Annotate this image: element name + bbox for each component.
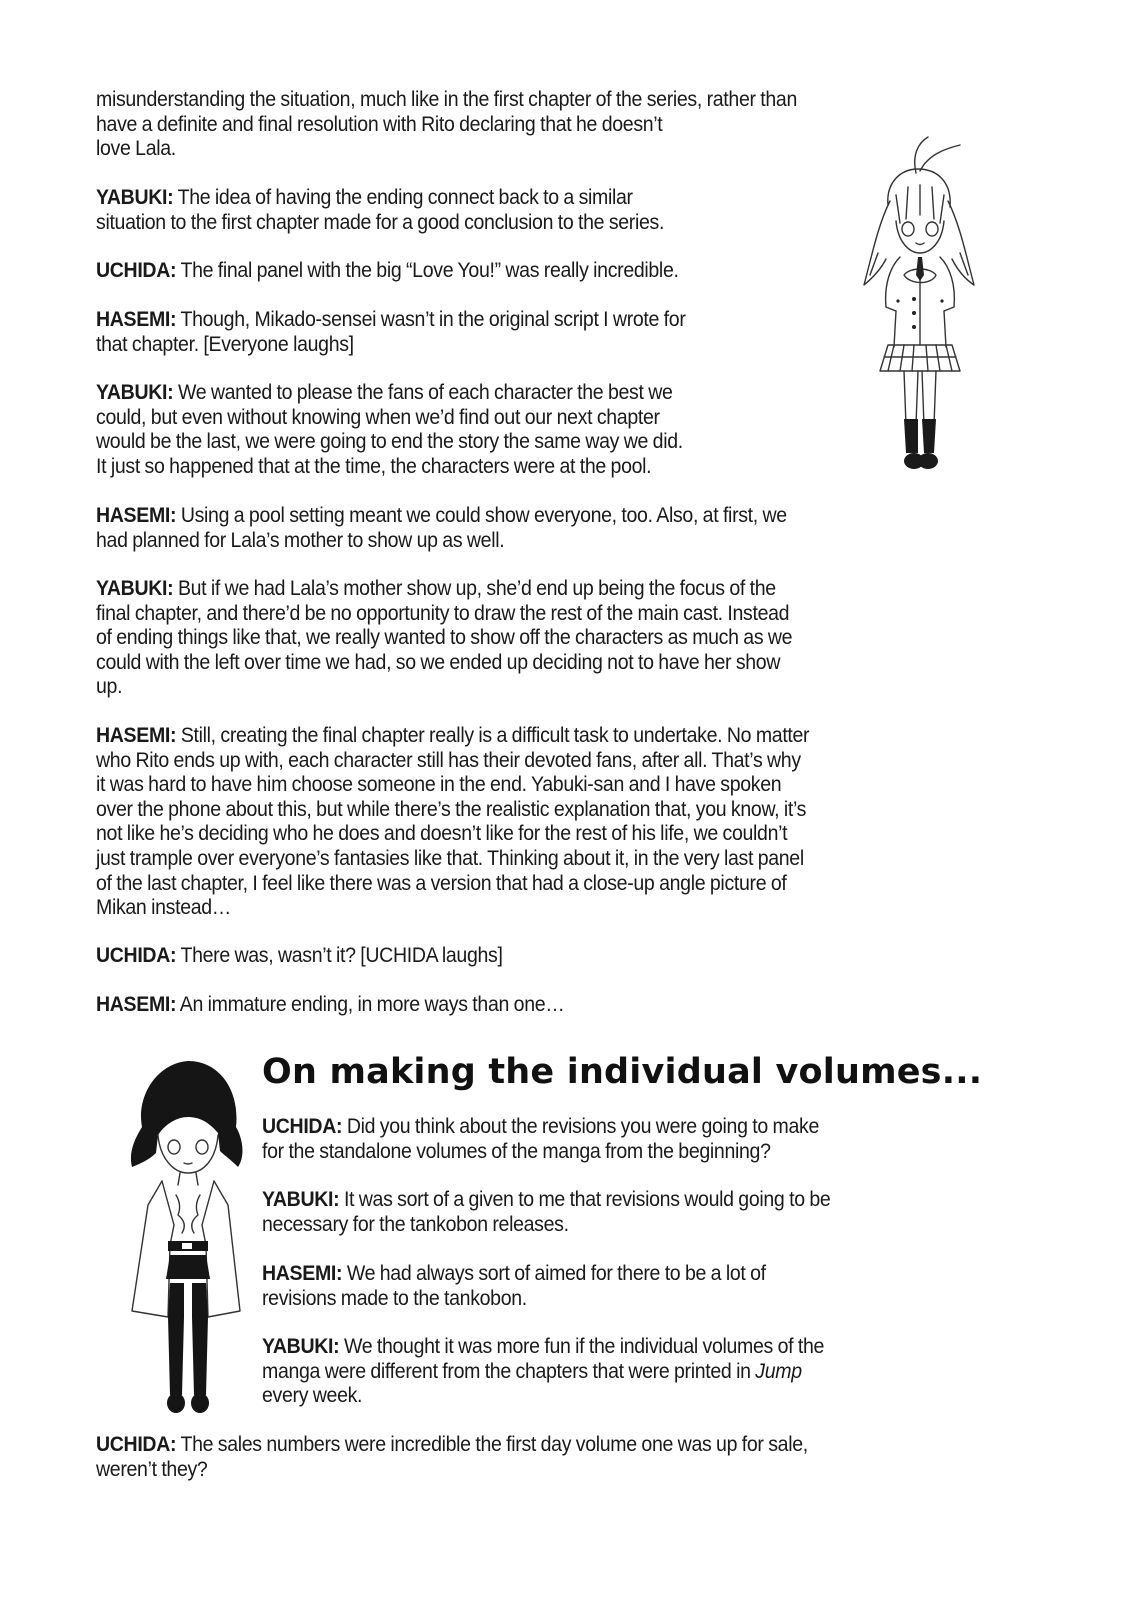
text-line: There was, wasn’t it? [UCHIDA laughs]: [176, 944, 503, 967]
paragraph-hasemi-1: [96, 308, 686, 357]
paragraph-yabuki-3: [96, 577, 792, 700]
paragraph-yabuki-4: [262, 1188, 830, 1237]
text-line: who Rito ends up with, each character still has their devoted fans, after all. That’s why: [96, 748, 801, 772]
text-line: have a definite and final resolution with Rito declaring that he doesn’t: [96, 112, 663, 136]
chibi-girl-illustration-top: [848, 135, 988, 475]
speaker-label: YABUKI:: [262, 1335, 340, 1358]
text-line: for the standalone volumes of the manga from the beginning?: [262, 1139, 771, 1163]
paragraph-yabuki-2: [96, 381, 683, 479]
text-line: We had always sort of aimed for there to be a lot of: [342, 1262, 766, 1285]
text-line: The idea of having the ending connect back to a similar: [173, 186, 633, 209]
text-line: Still, creating the final chapter really is a difficult task to undertake. No matter: [176, 724, 810, 747]
paragraph-uchida-1: [96, 259, 679, 284]
text-line: had planned for Lala’s mother to show up as well.: [96, 528, 505, 552]
character-drawing-icon: [848, 135, 988, 475]
text-line: manga were different from the chapters that were printed in: [262, 1359, 756, 1383]
paragraph-yabuki-1: [96, 186, 664, 235]
text-line: up.: [96, 675, 123, 699]
text-line: misunderstanding the situation, much like in the first chapter of the series, rather than: [96, 88, 798, 111]
text-line: Using a pool setting meant we could show everyone, too. Also, at first, we: [176, 504, 787, 527]
speaker-label: UCHIDA:: [96, 259, 177, 282]
text-line: situation to the first chapter made for a good conclusion to the series.: [96, 210, 665, 234]
speaker-label: UCHIDA:: [96, 944, 177, 967]
speaker-label: HASEMI:: [96, 993, 177, 1016]
speaker-label: YABUKI:: [96, 381, 174, 404]
text-line: could with the left over time we had, so we ended up deciding not to have her show: [96, 650, 781, 674]
text-line: revisions made to the tankobon.: [262, 1286, 527, 1310]
text-line: over the phone about this, but while there’s the realistic explanation that, you know, it’s: [96, 797, 807, 821]
speaker-label: HASEMI:: [96, 724, 177, 747]
text-line: every week.: [262, 1384, 363, 1408]
text-line: could, but even without knowing when we’d find out our next chapter: [96, 405, 660, 429]
chibi-girl-illustration-bottom: [118, 1055, 258, 1420]
paragraph-yabuki-5: [262, 1335, 824, 1409]
text-line: The sales numbers were incredible the first day volume one was up for sale,: [176, 1433, 808, 1456]
text-line: But if we had Lala’s mother show up, she’d end up being the focus of the: [173, 577, 776, 600]
text-line: We thought it was more fun if the individual volumes of the: [339, 1335, 825, 1358]
paragraph-continuation: [96, 88, 797, 162]
text-line: not like he’s deciding who he does and doesn’t like for the rest of his life, we couldn’t: [96, 822, 788, 846]
character-drawing-icon: [118, 1055, 258, 1420]
speaker-label: HASEMI:: [96, 504, 177, 527]
text-line: necessary for the tankobon releases.: [262, 1212, 569, 1236]
text-line: It was sort of a given to me that revisions would going to be: [339, 1188, 831, 1211]
text-line: Though, Mikado-sensei wasn’t in the original script I wrote for: [176, 308, 686, 331]
paragraph-uchida-3: [262, 1115, 819, 1164]
text-line: would be the last, we were going to end the story the same way we did.: [96, 430, 683, 454]
speaker-label: HASEMI:: [262, 1262, 343, 1285]
text-line: just trample over everyone’s fantasies like that. Thinking about it, in the very last panel: [96, 846, 804, 870]
paragraph-uchida-2: [96, 944, 503, 969]
text-line: final chapter, and there’d be no opportunity to draw the rest of the main cast. Instead: [96, 601, 790, 625]
paragraph-hasemi-3: [96, 724, 809, 921]
speaker-label: UCHIDA:: [96, 1433, 177, 1456]
speaker-label: UCHIDA:: [262, 1115, 343, 1138]
text-line: We wanted to please the fans of each character the best we: [173, 381, 673, 404]
text-line: Mikan instead…: [96, 896, 232, 920]
text-line: that chapter. [Everyone laughs]: [96, 332, 354, 356]
text-line: weren’t they?: [96, 1457, 208, 1481]
text-line: of ending things like that, we really wanted to show off the characters as much as we: [96, 626, 793, 650]
paragraph-hasemi-4: [96, 993, 564, 1018]
speaker-label: HASEMI:: [96, 308, 177, 331]
speaker-label: YABUKI:: [262, 1188, 340, 1211]
section-heading: On making the individual volumes...: [262, 1052, 983, 1092]
magazine-title: Jump: [755, 1359, 802, 1383]
text-line: It just so happened that at the time, the characters were at the pool.: [96, 454, 652, 478]
text-line: it was hard to have him choose someone in the end. Yabuki-san and I have spoken: [96, 773, 782, 797]
text-line: love Lala.: [96, 137, 176, 161]
text-line: Did you think about the revisions you were going to make: [342, 1115, 819, 1138]
speaker-label: YABUKI:: [96, 577, 174, 600]
text-line: The final panel with the big “Love You!” was really incredible.: [176, 259, 679, 282]
text-line: An immature ending, in more ways than one…: [176, 993, 565, 1016]
paragraph-hasemi-5: [262, 1262, 766, 1311]
paragraph-uchida-4: [96, 1433, 808, 1482]
speaker-label: YABUKI:: [96, 186, 174, 209]
paragraph-hasemi-2: [96, 504, 787, 553]
text-line: of the last chapter, I feel like there was a version that had a close-up angle picture of: [96, 871, 787, 895]
